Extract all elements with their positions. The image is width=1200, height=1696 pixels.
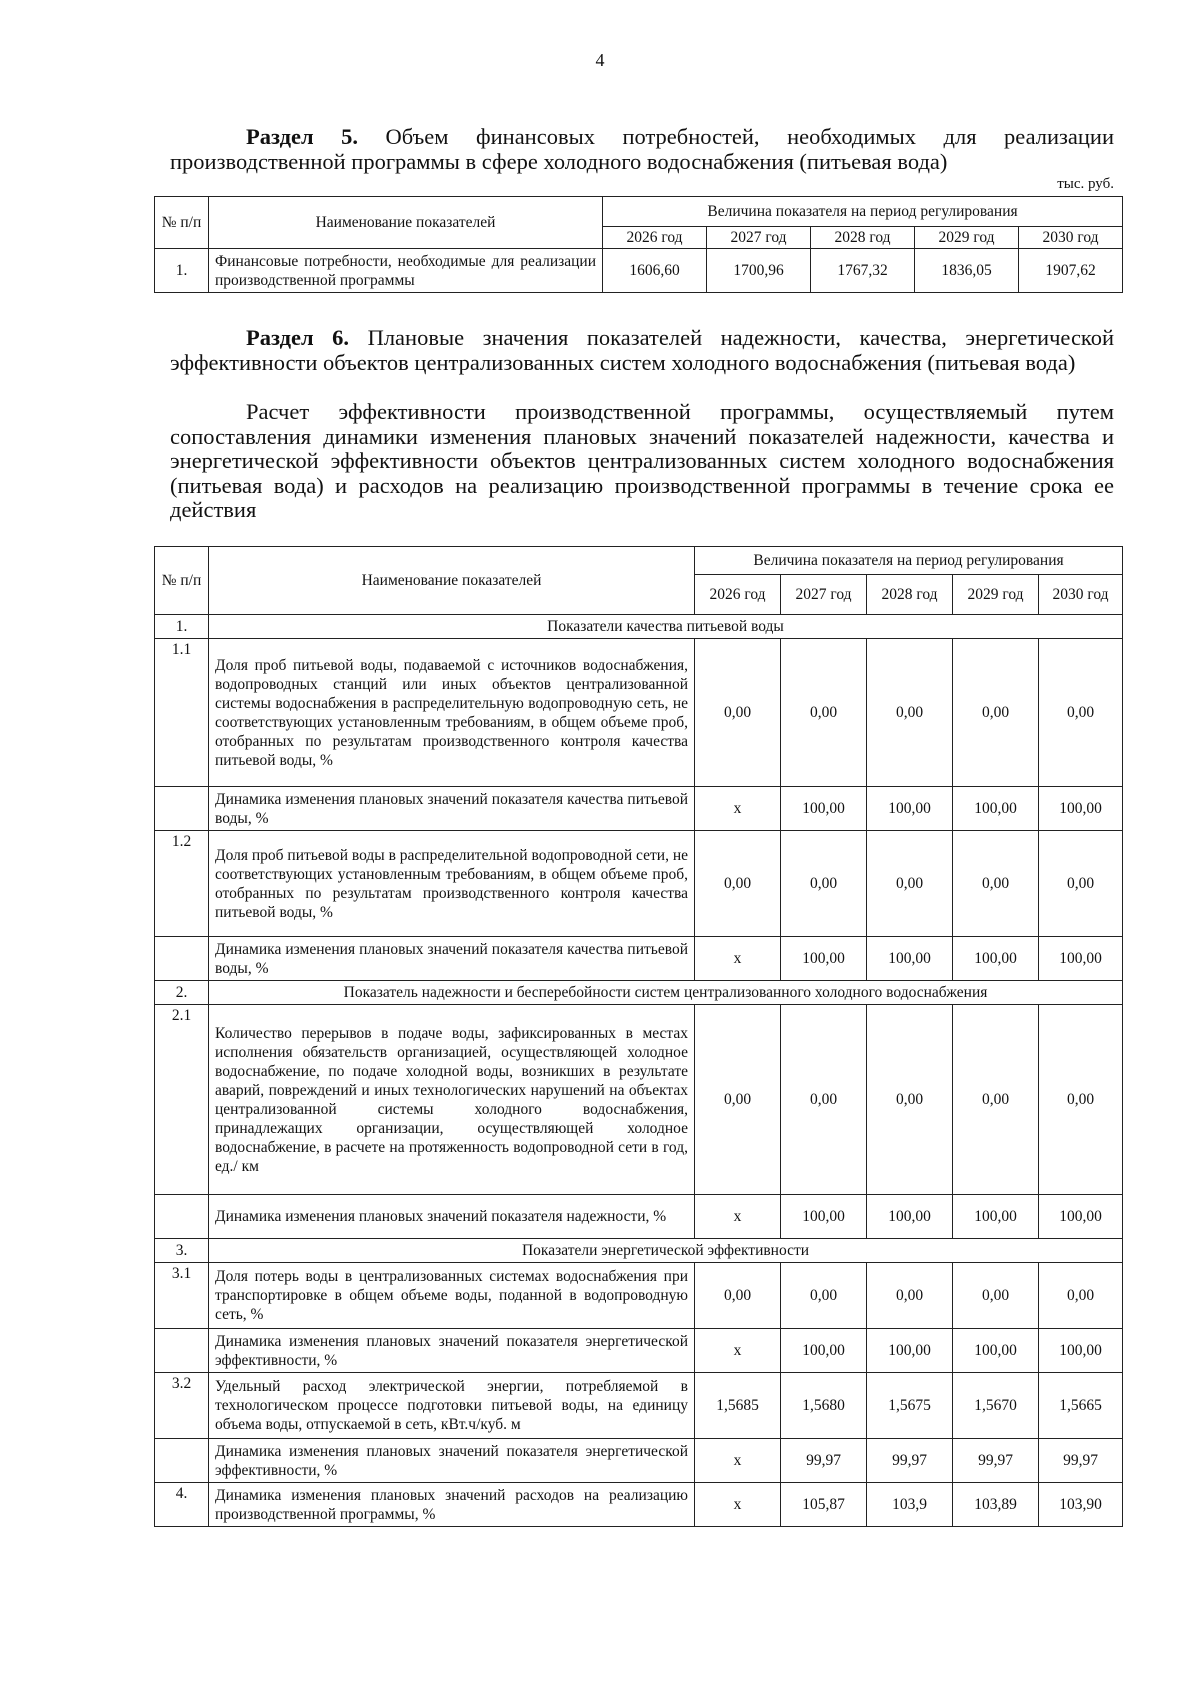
value-cell: 103,90: [1039, 1483, 1123, 1527]
section-6-intro: Расчет эффективности производственной программы, осуществляемый путем сопоставления динамики изменения плановых значений показателей надежности, качества и энергетической эффективности объектов централизованных систем холодного водоснабжения (питьевая вода) и расходов на реализацию производственной программы в течение срока ее действия: [170, 399, 1114, 522]
col-header-num: № п/п: [155, 197, 209, 249]
row-name: Динамика изменения плановых значений показателя энергетической эффективности, %: [209, 1329, 695, 1373]
row-num-empty: [155, 937, 209, 981]
row-num: 2.1: [155, 1005, 209, 1195]
value-cell: 1907,62: [1019, 249, 1123, 293]
value-cell: 0,00: [867, 1005, 953, 1195]
value-cell: 103,9: [867, 1483, 953, 1527]
value-cell: 0,00: [781, 1263, 867, 1329]
row-name: Доля проб питьевой воды, подаваемой с источников водоснабжения, водопроводных станций или иных объектов централизованной системы водоснабжения в распределительную водопроводную сеть, не соответствующих установленным требованиям, в общем объеме проб, отобранных по результатам производственного контроля качества питьевой воды, %: [209, 639, 695, 787]
value-cell: 0,00: [695, 639, 781, 787]
financial-needs-table: [154, 196, 1123, 293]
table-row: [155, 1373, 1123, 1439]
value-cell: 0,00: [1039, 639, 1123, 787]
value-cell: 100,00: [1039, 1195, 1123, 1239]
year-header: 2029 год: [915, 227, 1019, 249]
row-num-empty: [155, 1329, 209, 1373]
value-cell: 1,5670: [953, 1373, 1039, 1439]
indicators-table: [154, 546, 1123, 1527]
section-5-heading: [170, 124, 1114, 174]
value-cell: 100,00: [1039, 787, 1123, 831]
value-cell: 1700,96: [707, 249, 811, 293]
group-title: Показатели качества питьевой воды: [209, 615, 1123, 639]
value-cell: 103,89: [953, 1483, 1039, 1527]
value-cell: 0,00: [867, 831, 953, 937]
value-cell: 100,00: [953, 787, 1039, 831]
value-cell: 100,00: [1039, 1329, 1123, 1373]
value-cell: 100,00: [1039, 937, 1123, 981]
year-header: 2028 год: [811, 227, 915, 249]
value-cell: 0,00: [867, 639, 953, 787]
page-number: 4: [595, 50, 605, 70]
row-name: Доля потерь воды в централизованных системах водоснабжения при транспортировке в общем объеме воды, поданной в водопроводную сеть, %: [209, 1263, 695, 1329]
year-header: 2030 год: [1019, 227, 1123, 249]
value-cell: 99,97: [1039, 1439, 1123, 1483]
value-cell: х: [695, 1439, 781, 1483]
dynamics-row: [155, 1195, 1123, 1239]
value-cell: 0,00: [695, 831, 781, 937]
dynamics-row: [155, 787, 1123, 831]
value-cell: х: [695, 787, 781, 831]
dynamics-row: [155, 1439, 1123, 1483]
row-num: 1.: [155, 249, 209, 293]
group-num: 1.: [155, 615, 209, 639]
row-name: Динамика изменения плановых значений показателя качества питьевой воды, %: [209, 937, 695, 981]
row-num: 3.2: [155, 1373, 209, 1439]
value-cell: 100,00: [953, 1195, 1039, 1239]
value-cell: 100,00: [867, 1329, 953, 1373]
value-cell: х: [695, 937, 781, 981]
table-row: [155, 1005, 1123, 1195]
dynamics-row: [155, 937, 1123, 981]
value-cell: 1,5675: [867, 1373, 953, 1439]
table-row: [155, 1263, 1123, 1329]
value-cell: 0,00: [695, 1005, 781, 1195]
row-name: Финансовые потребности, необходимые для реализации производственной программы: [209, 249, 603, 293]
value-cell: 0,00: [953, 639, 1039, 787]
row-num: 1.2: [155, 831, 209, 937]
row-name: Доля проб питьевой воды в распределительной водопроводной сети, не соответствующих установленным требованиям, в общем объеме проб, отобранных по результатам производственного контроля качества питьевой воды, %: [209, 831, 695, 937]
year-header: 2030 год: [1039, 575, 1123, 615]
section-5-title: Объем финансовых потребностей, необходимых для реализации производственной программы в сфере холодного водоснабжения (питьевая вода): [170, 124, 1115, 174]
row-num-empty: [155, 787, 209, 831]
value-cell: 100,00: [781, 937, 867, 981]
unit-label: тыс. руб.: [1057, 176, 1114, 192]
value-cell: 1606,60: [603, 249, 707, 293]
row-num: 3.1: [155, 1263, 209, 1329]
value-cell: 100,00: [867, 787, 953, 831]
col-header-name: Наименование показателей: [209, 547, 695, 615]
col-header-name: Наименование показателей: [209, 197, 603, 249]
value-cell: х: [695, 1483, 781, 1527]
value-cell: х: [695, 1329, 781, 1373]
value-cell: 100,00: [781, 787, 867, 831]
value-cell: 1836,05: [915, 249, 1019, 293]
row-name: Динамика изменения плановых значений расходов на реализацию производственной программы, %: [209, 1483, 695, 1527]
section-6-label: Раздел 6.: [246, 325, 350, 350]
group-row: [155, 1239, 1123, 1263]
group-row: [155, 615, 1123, 639]
value-cell: 0,00: [953, 831, 1039, 937]
value-cell: 100,00: [867, 1195, 953, 1239]
group-num: 2.: [155, 981, 209, 1005]
table-row: [155, 1483, 1123, 1527]
group-row: [155, 981, 1123, 1005]
table-row: [155, 639, 1123, 787]
row-name: Количество перерывов в подаче воды, зафиксированных в местах исполнения обязательств организацией, осуществляющей холодное водоснабжение, по подаче холодной воды, возникших в результате аварий, повреждений и иных технологических нарушений на объектах централизованной системы холодного водоснабжения, принадлежащих организации, осуществляющей холодное водоснабжение, в расчете на протяженность водопроводной сети в год, ед./ км: [209, 1005, 695, 1195]
value-cell: 0,00: [867, 1263, 953, 1329]
value-cell: 100,00: [953, 1329, 1039, 1373]
year-header: 2026 год: [695, 575, 781, 615]
group-title: Показатель надежности и бесперебойности систем централизованного холодного водоснабжения: [209, 981, 1123, 1005]
value-cell: 105,87: [781, 1483, 867, 1527]
row-num: 1.1: [155, 639, 209, 787]
value-cell: 0,00: [781, 831, 867, 937]
table-row: [155, 249, 1123, 293]
table-row: [155, 831, 1123, 937]
year-header: 2026 год: [603, 227, 707, 249]
value-cell: 1,5680: [781, 1373, 867, 1439]
group-num: 3.: [155, 1239, 209, 1263]
row-name: Динамика изменения плановых значений показателя надежности, %: [209, 1195, 695, 1239]
section-6-heading: [170, 325, 1114, 375]
section-5-label: Раздел 5.: [246, 124, 359, 149]
value-cell: 99,97: [867, 1439, 953, 1483]
value-cell: 0,00: [1039, 831, 1123, 937]
group-title: Показатели энергетической эффективности: [209, 1239, 1123, 1263]
value-cell: 1,5665: [1039, 1373, 1123, 1439]
row-name: Динамика изменения плановых значений показателя качества питьевой воды, %: [209, 787, 695, 831]
value-cell: 0,00: [953, 1005, 1039, 1195]
value-cell: 100,00: [953, 937, 1039, 981]
dynamics-row: [155, 1329, 1123, 1373]
section-6-title: Плановые значения показателей надежности, качества, энергетической эффективности объектов централизованных систем холодного водоснабжения (питьевая вода): [170, 325, 1115, 375]
value-cell: 99,97: [953, 1439, 1039, 1483]
value-cell: 0,00: [781, 639, 867, 787]
value-cell: 0,00: [695, 1263, 781, 1329]
col-header-period: Величина показателя на период регулирования: [603, 197, 1123, 227]
row-num-empty: [155, 1439, 209, 1483]
col-header-period: Величина показателя на период регулирования: [695, 547, 1123, 575]
value-cell: 100,00: [781, 1329, 867, 1373]
value-cell: 0,00: [1039, 1263, 1123, 1329]
year-header: 2029 год: [953, 575, 1039, 615]
value-cell: 0,00: [781, 1005, 867, 1195]
value-cell: 99,97: [781, 1439, 867, 1483]
value-cell: 0,00: [953, 1263, 1039, 1329]
row-name: Динамика изменения плановых значений показателя энергетической эффективности, %: [209, 1439, 695, 1483]
value-cell: 100,00: [781, 1195, 867, 1239]
value-cell: 1767,32: [811, 249, 915, 293]
row-num: 4.: [155, 1483, 209, 1527]
value-cell: 1,5685: [695, 1373, 781, 1439]
row-name: Удельный расход электрической энергии, потребляемой в технологическом процессе подготовки питьевой воды, на единицу объема воды, отпускаемой в сеть, кВт.ч/куб. м: [209, 1373, 695, 1439]
year-header: 2028 год: [867, 575, 953, 615]
value-cell: х: [695, 1195, 781, 1239]
col-header-num: № п/п: [155, 547, 209, 615]
row-num-empty: [155, 1195, 209, 1239]
value-cell: 0,00: [1039, 1005, 1123, 1195]
year-header: 2027 год: [707, 227, 811, 249]
year-header: 2027 год: [781, 575, 867, 615]
value-cell: 100,00: [867, 937, 953, 981]
